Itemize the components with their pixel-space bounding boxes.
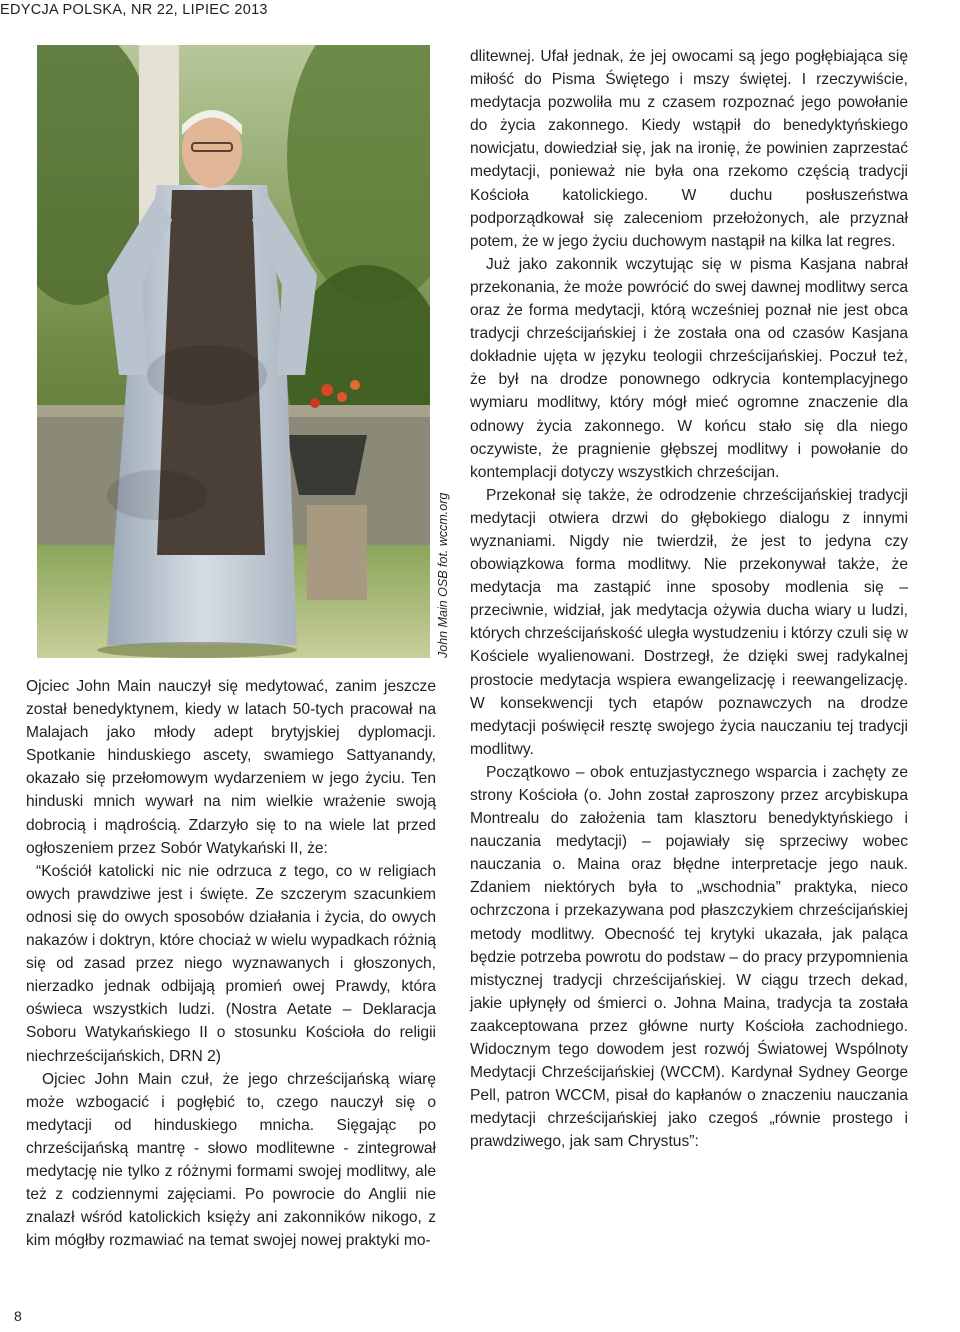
paragraph: Ojciec John Main czuł, że jego chrześcijańską wiarę może wzbogacić i pogłębić to, czego nauczył się o medytacji od hinduskiego mnicha. Sięgając po chrześcijańską mantrę - słowo modlitewne - zintegrował medytację nie tylko z różnymi formami swojej modlitwy, ale też z codziennymi zajęciami. Po powrocie do Anglii nie znalazł wśród katolickich księży ani zakonników nikogo, z kim mógłby rozmawiać na temat swojej nowej praktyki mo-	[26, 1070, 436, 1250]
photo-credit: John Main OSB fot. wccm.org	[436, 492, 450, 658]
paragraph: Przekonał się także, że odrodzenie chrześcijańskiej tradycji medytacji otwiera drzwi do głębokiego dialogu z innymi wyznaniami. Nigdy nie twierdził, że jest to jedyna czy obowiązkowa forma modlitwy. Nie przekonywał także, że medytacja ma zastąpić inne sposoby modlenia się – przeciwnie, widział, jak medytacja ożywia ducha wiary u ludzi, których chrześcijańskość uległa wystudzeniu i którzy czuli się w Kościele wyalienowani. Dostrzegł, że dzięki swej radykalnej prostocie medytacja wspiera ewangelizację i reewangelizację. W konsekwencji tych etapów poznawczych na drodze medytacji poświęcił resztę swojego życia nauczaniu tej tradycji modlitwy.	[470, 486, 908, 758]
paragraph: dlitewnej. Ufał jednak, że jej owocami są jego pogłębiająca się miłość do Pisma Świętego i mszy świętej. I rzeczywiście, medytacja pozwoliła mu z czasem rozpoznać jego powołanie do życia zakonnego. Kiedy wstąpił do benedyktyńskiego nowicjatu, dowiedział się, jak na ironię, że powinien zaprzestać medytacji, ponieważ nie była ona rzekomo częścią tradycji Kościoła katolickiego. W duchu posłuszeństwa podporządkował się zaleceniom przełożonych, ale przyznał potem, że w jego życiu duchowym nastąpił na kilka lat regres.	[470, 48, 908, 250]
portrait-photo	[37, 45, 430, 658]
paragraph: Początkowo – obok entuzjastycznego wsparcia i zachęty ze strony Kościoła (o. John został zaproszony przez arcybiskupa Montrealu do założenia tam klasztoru benedyktyńskiego i nauczania medytacji) – pojawiały się sprzeciwy wobec nauczania o. Maina oraz błędne interpretacje jego nauk. Zdaniem niektórych była to „wschodnia” praktyka, nieco ochrzczona i przekazywana pod płaszczykiem chrześcijańskiej metody modlitwy. Obecność tej krytyki ukazała, jak paląca będzie potrzeba powrotu do podstaw – do pracy przypomnienia mistycznej tradycji chrześcijańskiej. W ciągu trzech dekad, jakie upłynęły od śmierci o. Johna Maina, tradycja ta została zaakceptowana przez główne nurty Kościoła zachodniego. Widocznym tego dowodem jest rozwój Światowej Wspólnoty Medytacji Chrześcijańskiej (WCCM). Kardynał Sydney George Pell, patron WCCM, pisał do kapłanów o znaczeniu nauczania medytacji chrześcijańskiej jako czegoś „równie prostego i prawdziwego, jak sam Chrystus”:	[470, 763, 908, 1151]
left-column	[26, 675, 436, 1252]
right-column	[470, 45, 908, 1154]
paragraph: Ojciec John Main nauczył się medytować, zanim jeszcze został benedyktynem, kiedy w latach 50-tych pracował na Malajach jako młody adept brytyjskiej dyplomacji. Spotkanie hinduskiego ascety, swamiego Sattyanandy, okazało się przełomowym wydarzeniem w jego życiu. Ten hinduski mnich wywarł na nim wielkie wrażenie swoją dobrocią i mądrością. Zdarzyło się to na wiele lat przed ogłoszeniem przez Sobór Watykański II, że:	[26, 678, 436, 857]
page-number: 8	[14, 1308, 22, 1324]
paragraph: Już jako zakonnik wczytując się w pisma Kasjana nabrał przekonania, że może powrócić do swej dawnej modlitwy serca oraz że forma medytacji, którą wcześniej poznał nie jest obca tradycji chrześcijańskiej i że została ona od czasów Kasjana dokładnie ujęta w języku teologii chrześcijańskiej. Poczuł też, że był na drodze ponownego odkrycia kontemplacyjnego wymiaru modlitwy, który mógł mieć ogromne znaczenie dla odnowy życia zakonnego. W końcu stało się dla niego oczywiste, że pragnienie głębszej modlitwy i powołanie do kontemplacji dotyczy wszystkich chrześcijan.	[470, 255, 908, 481]
issue-header: EDYCJA POLSKA, NR 22, LIPIEC 2013	[0, 2, 268, 18]
quote-paragraph: “Kościół katolicki nic nie odrzuca z tego, co w religiach owych prawdziwe jest i święte. Ze szczerym szacunkiem odnosi się do owych sposobów działania i życia, do owych nakazów i doktryn, które chociaż w wielu wypadkach różnią się od zasad przez niego wyznawanych i głoszonych, nierzadko jednak odbijają promień owej Prawdy, która oświeca wszystkich ludzi. (Nostra Aetate – Deklaracja Soboru Watykańskiego II o stosunku Kościoła do religii niechrześcijańskich, DRN 2)	[26, 862, 436, 1065]
